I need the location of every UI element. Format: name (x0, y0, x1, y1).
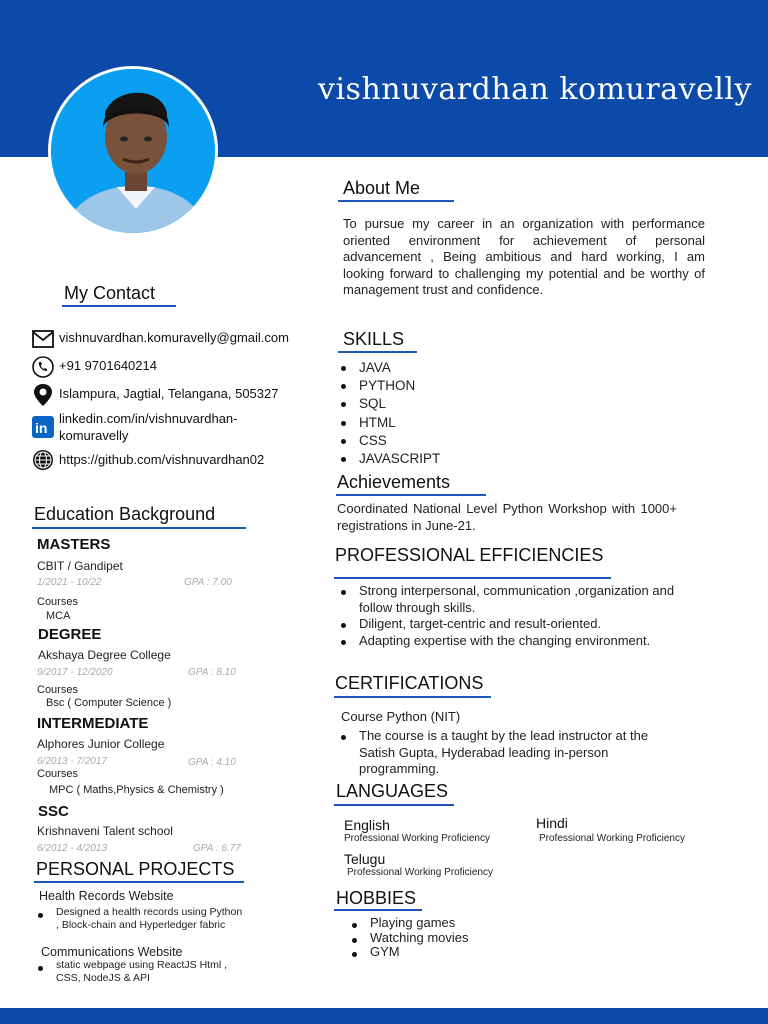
professional-item: Adapting expertise with the changing environment. (337, 633, 707, 650)
education-title: MASTERS (37, 536, 111, 553)
skill-item: SQL (337, 395, 440, 413)
contact-github[interactable]: https://github.com/vishnuvardhan02 (59, 452, 265, 467)
hobbies-list (348, 916, 469, 960)
skills-heading: SKILLS (343, 329, 405, 349)
education-dates: 1/2021 - 10/22 (37, 577, 102, 588)
achievements-heading-underline (336, 494, 486, 496)
project-title: Health Records Website (39, 889, 174, 903)
projects-heading-underline (34, 881, 244, 883)
education-gpa: GPA : 4.10 (188, 757, 236, 768)
education-courses-label: Courses (37, 596, 78, 608)
certifications-heading: CERTIFICATIONS (335, 673, 484, 693)
phone-icon (32, 356, 54, 378)
language-name: Telugu (344, 851, 386, 867)
hobby-item: GYM (348, 945, 469, 960)
skill-item: HTML (337, 414, 440, 432)
linkedin-line-2: komuravelly (59, 427, 129, 443)
education-title: INTERMEDIATE (37, 715, 149, 732)
language-name: English (344, 817, 390, 833)
language-level: Professional Working Proficiency (344, 833, 490, 844)
project-details (34, 906, 246, 932)
professional-list (337, 583, 707, 649)
achievements-heading: Achievements (337, 472, 451, 492)
contact-phone-row[interactable] (32, 356, 157, 378)
education-course: MCA (46, 610, 71, 622)
education-dates: 9/2017 - 12/2020 (37, 667, 113, 678)
contact-heading-underline (62, 305, 176, 307)
footer-band (0, 1008, 768, 1024)
skills-list (337, 359, 440, 468)
contact-address-row (32, 384, 278, 406)
linkedin-icon (32, 416, 54, 438)
language-level: Professional Working Proficiency (347, 867, 493, 878)
location-pin-icon (32, 384, 54, 406)
education-courses-label: Courses (37, 684, 78, 696)
professional-heading-underline (334, 577, 611, 579)
language-name: Hindi (536, 815, 568, 831)
hobby-item: Watching movies (348, 931, 469, 946)
project-title: Communications Website (41, 945, 183, 959)
professional-heading: PROFESSIONAL EFFICIENCIES (335, 545, 604, 565)
skill-item: CSS (337, 432, 440, 450)
contact-linkedin[interactable] (59, 411, 237, 444)
contact-email-row[interactable] (32, 328, 289, 350)
profile-photo (48, 66, 218, 236)
education-title: DEGREE (38, 626, 102, 643)
education-course: Bsc ( Computer Science ) (46, 697, 172, 709)
contact-phone[interactable]: +91 9701640214 (59, 358, 157, 373)
languages-heading: LANGUAGES (336, 781, 449, 801)
project-bullet: static webpage using ReactJS Html , CSS, NodeJS & API (34, 959, 246, 985)
skill-item: PYTHON (337, 377, 440, 395)
hobby-item: Playing games (348, 916, 469, 931)
education-course: MPC ( Maths,Physics & Chemistry ) (49, 784, 224, 796)
project-bullet: Designed a health records using Python , Block-chain and Hyperledger fabric (34, 906, 246, 932)
certification-list (337, 728, 682, 778)
certification-item: The course is a taught by the lead instructor at the Satish Gupta, Hyderabad leading in-person programming. (337, 728, 682, 778)
education-dates: 6/2013 - 7/2017 (37, 756, 108, 767)
svg-text:in: in (35, 420, 48, 436)
education-courses-label: Courses (37, 768, 78, 780)
candidate-name: vishnuvardhan komuravelly (318, 72, 752, 107)
contact-address: Islampura, Jagtial, Telangana, 505327 (59, 386, 279, 401)
language-level: Professional Working Proficiency (539, 833, 685, 844)
achievements-text: Coordinated National Level Python Workshop with 1000+ registrations in June-21. (337, 501, 677, 533)
education-dates: 6/2012 - 4/2013 (37, 843, 108, 854)
contact-heading: My Contact (64, 283, 156, 303)
hobbies-heading: HOBBIES (336, 888, 417, 908)
education-gpa: GPA : 8.10 (188, 667, 236, 678)
education-school: CBIT / Gandipet (37, 559, 123, 573)
about-heading-underline (338, 200, 454, 202)
professional-item: Diligent, target-centric and result-oriented. (337, 616, 707, 633)
education-school: Akshaya Degree College (38, 648, 171, 662)
skill-item: JAVASCRIPT (337, 450, 440, 468)
person-avatar-icon (51, 69, 218, 236)
education-gpa: GPA : 7.00 (184, 577, 232, 588)
globe-icon (32, 449, 54, 471)
mail-icon (32, 328, 54, 350)
linkedin-line-1: linkedin.com/in/vishnuvardhan- (59, 411, 238, 426)
about-text: To pursue my career in an organization with performance oriented environment for achievement of personal advancement , Being ambitious and hard working, I am looking forward to challenging my potential and be worthy of management trust and confidence. (343, 216, 705, 297)
contact-linkedin-row[interactable] (32, 411, 237, 444)
education-heading: Education Background (34, 504, 216, 524)
education-heading-underline (32, 527, 246, 529)
contact-github-row[interactable] (32, 449, 264, 471)
projects-heading: PERSONAL PROJECTS (36, 859, 235, 879)
certifications-heading-underline (334, 696, 491, 698)
certification-title: Course Python (NIT) (341, 709, 461, 724)
skill-item: JAVA (337, 359, 440, 377)
skills-heading-underline (338, 351, 417, 353)
contact-email[interactable]: vishnuvardhan.komuravelly@gmail.com (59, 330, 289, 345)
education-gpa: GPA : 6.77 (193, 843, 241, 854)
about-heading: About Me (343, 178, 421, 198)
education-school: Krishnaveni Talent school (37, 824, 173, 838)
project-details (34, 959, 246, 985)
hobbies-heading-underline (334, 909, 422, 911)
education-school: Alphores Junior College (37, 737, 165, 751)
languages-heading-underline (334, 804, 454, 806)
education-title: SSC (38, 803, 69, 820)
professional-item: Strong interpersonal, communication ,organization and follow through skills. (337, 583, 707, 616)
